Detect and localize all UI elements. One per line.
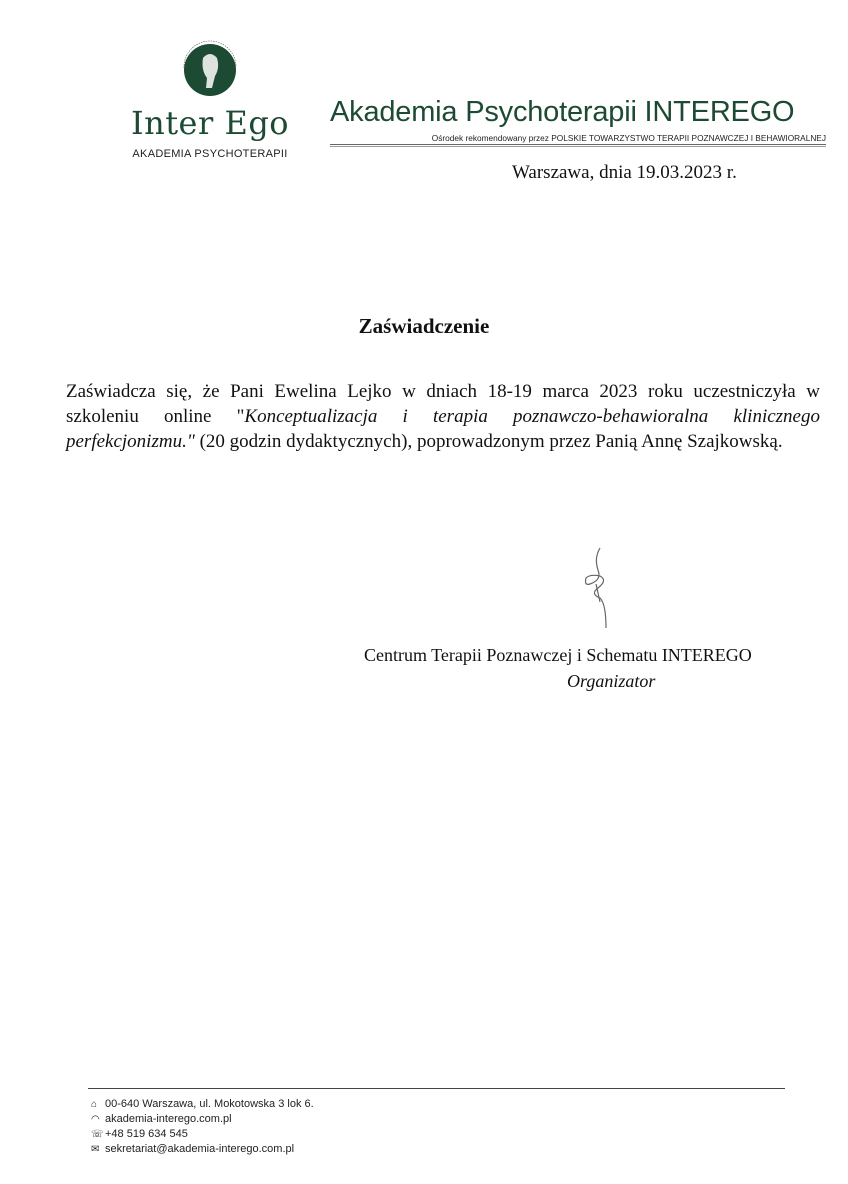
brand-name: Inter Ego [130, 104, 290, 142]
mail-icon: ✉ [91, 1144, 100, 1155]
footer-email [91, 1142, 314, 1157]
footer-phone [91, 1127, 314, 1142]
organizer-role: Organizator [567, 671, 656, 691]
body-text-end: (20 godzin dydaktycznych), poprowadzonym przez Panią Annę Szajkowską. [194, 431, 783, 452]
footer-contact [91, 1097, 314, 1157]
academy-subtitle: Ośrodek rekomendowany przez POLSKIE TOWARZYSTWO TERAPII POZNAWCZEJ I BEHAWIORALNEJ [431, 133, 826, 143]
academy-header [330, 96, 826, 147]
header-divider [330, 144, 826, 147]
certificate-body [66, 379, 820, 454]
footer-divider [88, 1088, 785, 1089]
body-text: Zaświadcza się, że Pani Ewelina Lejko w dniach 18-19 marca 2023 roku uczestniczyła w szkoleniu online " [66, 381, 820, 427]
website-link[interactable]: akademia-interego.com.pl [105, 1113, 232, 1125]
email-link[interactable]: sekretariat@akademia-interego.com.pl [105, 1143, 295, 1155]
rss-icon: ◠ [91, 1114, 100, 1125]
date-line: Warszawa, dnia 19.03.2023 r. [512, 162, 737, 183]
signature-icon [578, 544, 618, 634]
home-icon: ⌂ [91, 1099, 98, 1110]
academy-name: Akademia Psychoterapii INTEREGO [330, 96, 795, 128]
course-title: Konceptualizacja i terapia poznawczo-behawioralna klinicznego perfekcjonizmu." [66, 406, 820, 452]
footer-website [91, 1112, 314, 1127]
footer-address [91, 1097, 314, 1112]
phone-icon: ☏ [91, 1129, 104, 1140]
brand-subtitle: AKADEMIA PSYCHOTERAPII [132, 148, 288, 160]
document-title: Zaświadczenie [358, 314, 490, 338]
phone-text: +48 519 634 545 [105, 1128, 188, 1140]
logo-emblem-icon [170, 28, 250, 108]
organizer-name: Centrum Terapii Poznawczej i Schematu INTEREGO [364, 645, 752, 665]
inter-ego-logo [125, 28, 295, 160]
address-text: 00-640 Warszawa, ul. Mokotowska 3 lok 6. [105, 1098, 314, 1110]
